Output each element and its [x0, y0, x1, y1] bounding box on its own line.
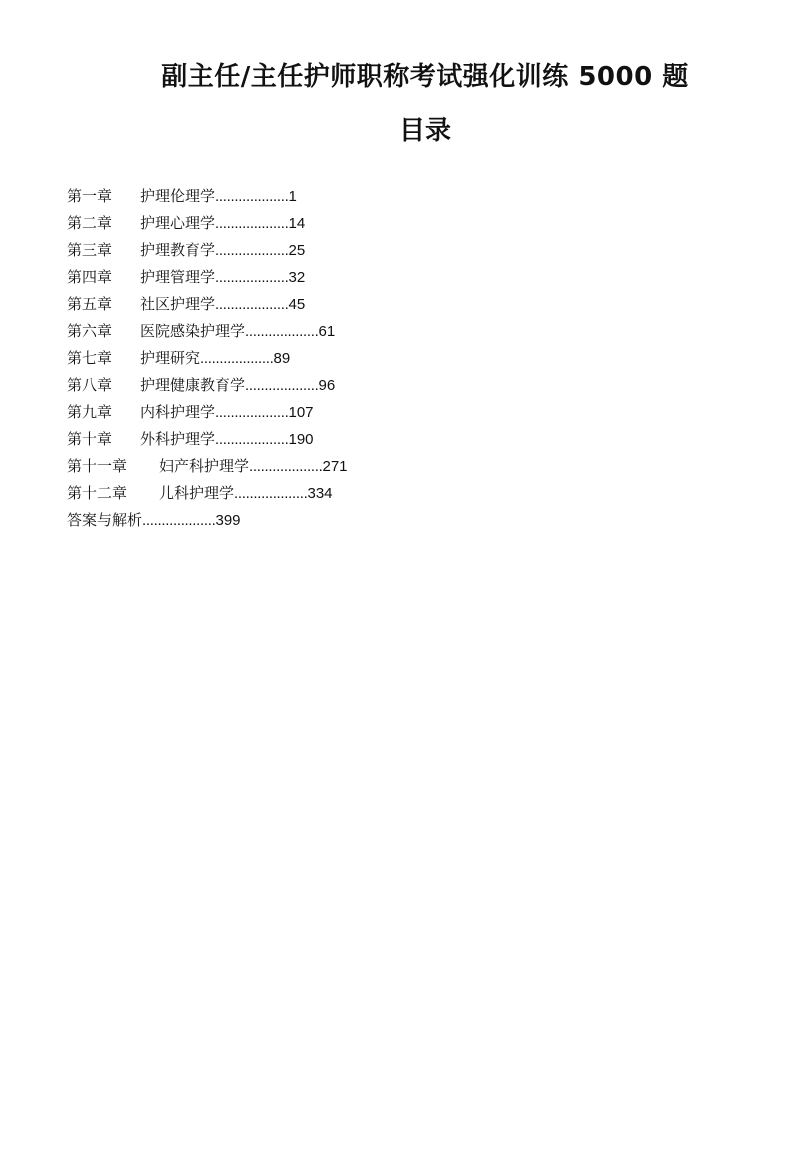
document-title: 副主任/主任护师职称考试强化训练 5000 题 — [161, 62, 689, 92]
toc-entry-9[interactable] — [67, 399, 348, 426]
toc-chapter-name: 护理健康教育学 — [140, 376, 246, 394]
toc-page-number: 1 — [288, 188, 297, 205]
toc-chapter-number: 第十一章 — [67, 457, 128, 475]
toc-page-number: 190 — [288, 431, 314, 448]
toc-entry-5[interactable] — [67, 291, 348, 318]
toc-leader-dots: ................... — [215, 242, 289, 259]
toc-leader-dots: ................... — [142, 512, 216, 529]
toc-chapter-name: 内科护理学 — [140, 403, 216, 421]
toc-page-number: 96 — [318, 377, 336, 394]
toc-leader-dots: ................... — [215, 188, 289, 205]
toc-entry-answers[interactable] — [67, 507, 348, 534]
toc-entry-4[interactable] — [67, 264, 348, 291]
toc-page-number: 25 — [288, 242, 306, 259]
toc-entry-7[interactable] — [67, 345, 348, 372]
toc-chapter-number: 第九章 — [67, 403, 113, 421]
toc-page-number: 32 — [288, 269, 306, 286]
toc-page-number: 45 — [288, 296, 306, 313]
toc-entry-6[interactable] — [67, 318, 348, 345]
toc-chapter-name: 护理管理学 — [140, 268, 216, 286]
toc-chapter-name: 医院感染护理学 — [140, 322, 246, 340]
toc-leader-dots: ................... — [215, 215, 289, 232]
toc-entry-11[interactable] — [67, 453, 348, 480]
toc-page-number: 271 — [322, 458, 348, 475]
toc-leader-dots: ................... — [245, 323, 319, 340]
toc-entry-3[interactable] — [67, 237, 348, 264]
toc-page-number: 61 — [318, 323, 336, 340]
toc-chapter-name: 儿科护理学 — [159, 484, 235, 502]
toc-page-number: 399 — [215, 512, 241, 529]
toc-chapter-name: 护理伦理学 — [140, 187, 216, 205]
toc-chapter-name: 护理研究 — [140, 349, 201, 367]
toc-chapter-number: 第五章 — [67, 295, 113, 313]
toc-entry-2[interactable] — [67, 210, 348, 237]
toc-entry-1[interactable] — [67, 183, 348, 210]
table-of-contents — [67, 183, 348, 534]
toc-leader-dots: ................... — [215, 404, 289, 421]
toc-chapter-name: 妇产科护理学 — [159, 457, 250, 475]
toc-chapter-number: 第六章 — [67, 322, 113, 340]
toc-page-number: 89 — [273, 350, 291, 367]
toc-chapter-name: 社区护理学 — [140, 295, 216, 313]
toc-leader-dots: ................... — [249, 458, 323, 475]
toc-leader-dots: ................... — [215, 431, 289, 448]
toc-chapter-number: 第二章 — [67, 214, 113, 232]
toc-page-number: 14 — [288, 215, 306, 232]
toc-chapter-number: 第一章 — [67, 187, 113, 205]
toc-leader-dots: ................... — [215, 269, 289, 286]
toc-chapter-name: 外科护理学 — [140, 430, 216, 448]
toc-leader-dots: ................... — [245, 377, 319, 394]
toc-chapter-number: 第七章 — [67, 349, 113, 367]
toc-chapter-number: 第十二章 — [67, 484, 128, 502]
toc-chapter-number: 第四章 — [67, 268, 113, 286]
toc-chapter-name: 答案与解析 — [67, 511, 143, 529]
toc-chapter-name: 护理教育学 — [140, 241, 216, 259]
toc-entry-10[interactable] — [67, 426, 348, 453]
toc-entry-8[interactable] — [67, 372, 348, 399]
toc-page-number: 107 — [288, 404, 314, 421]
toc-chapter-number: 第三章 — [67, 241, 113, 259]
toc-heading: 目录 — [398, 116, 451, 146]
toc-chapter-name: 护理心理学 — [140, 214, 216, 232]
toc-chapter-number: 第十章 — [67, 430, 113, 448]
toc-leader-dots: ................... — [215, 296, 289, 313]
toc-page-number: 334 — [307, 485, 333, 502]
toc-leader-dots: ................... — [234, 485, 308, 502]
toc-entry-12[interactable] — [67, 480, 348, 507]
toc-leader-dots: ................... — [200, 350, 274, 367]
toc-chapter-number: 第八章 — [67, 376, 113, 394]
